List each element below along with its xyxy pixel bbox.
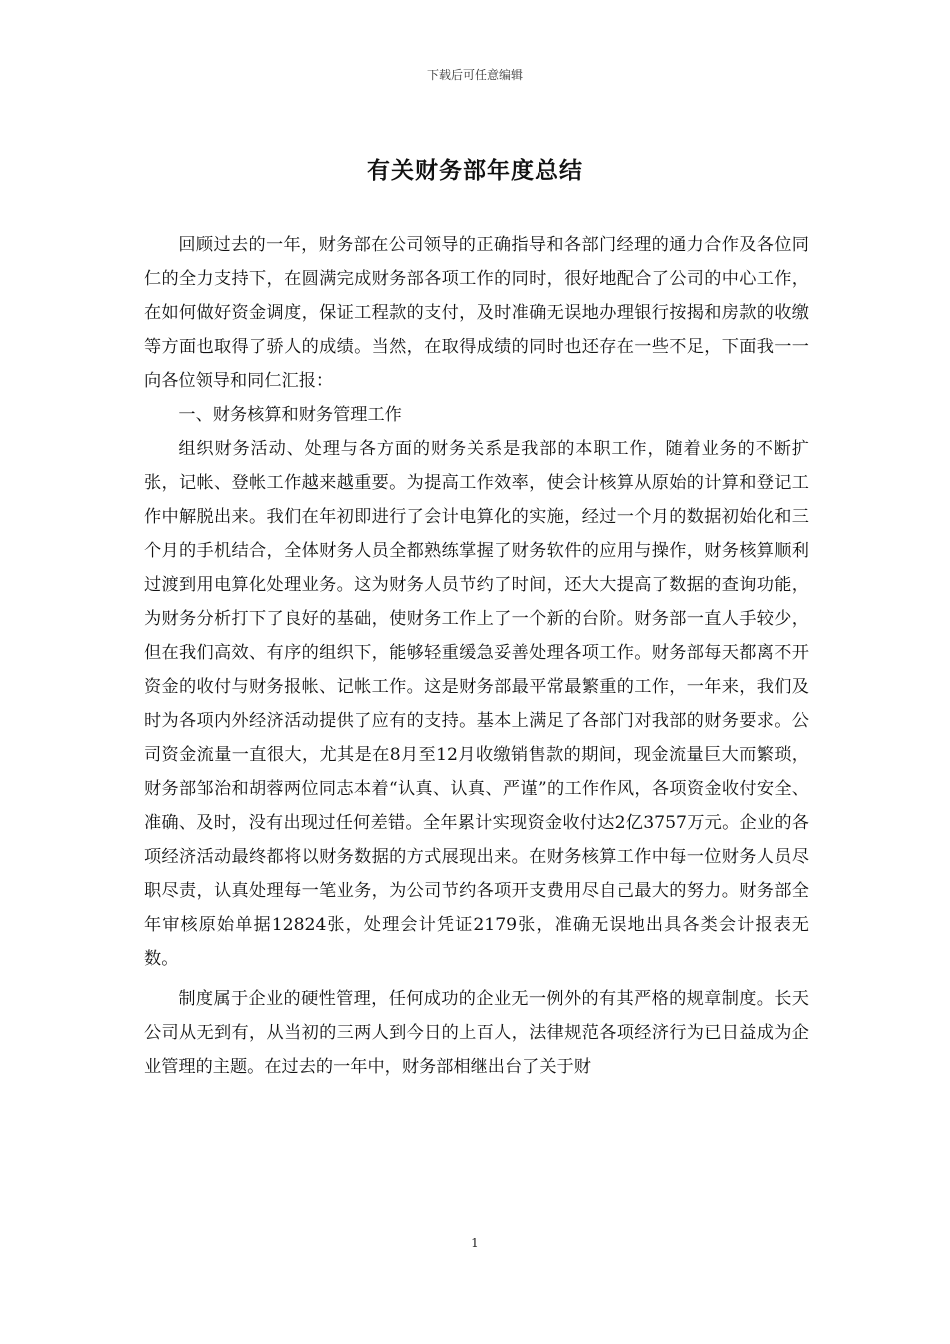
section-heading-1: 一、财务核算和财务管理工作 xyxy=(178,405,402,425)
page-number: 1 xyxy=(471,1236,479,1250)
document-body xyxy=(144,228,809,1084)
page-header-note: 下载后可任意编辑 xyxy=(426,68,523,82)
paragraph-accounting: 组织财务活动、处理与各方面的财务关系是我部的本职工作，随着业务的不断扩张，记帐、登帐工作越来越重要。为提高工作效率，使会计核算从原始的计算和登记工作中解脱出来。我们在年初即进行了会计电算化的实施，经过一个月的数据初始化和三个月的手机结合，全体财务人员全都熟练掌握了财务软件的应用与操作，财务核算顺利过渡到用电算化处理业务。这为财务人员节约了时间，还大大提高了数据的查询功能，为财务分析打下了良好的基础，使财务工作上了一个新的台阶。财务部一直人手较少，但在我们高效、有序的组织下，能够轻重缓急妥善处理各项工作。财务部每天都离不开资金的收付与财务报帐、记帐工作。这是财务部最平常最繁重的工作，一年来，我们及时为各项内外经济活动提供了应有的支持。基本上满足了各部门对我部的财务要求。公司资金流量一直很大，尤其是在8月至12月收缴销售款的期间，现金流量巨大而繁琐，财务部邹治和胡蓉两位同志本着“认真、认真、严谨”的工作作风，各项资金收付安全、准确、及时，没有出现过任何差错。全年累计实现资金收付达2亿3757万元。企业的各项经济活动最终都将以财务数据的方式展现出来。在财务核算工作中每一位财务人员尽职尽责，认真处理每一笔业务，为公司节约各项开支费用尽自己最大的努力。财务部全年审核原始单据12824张，处理会计凭证2179张，准确无误地出具各类会计报表无数。 xyxy=(144,439,809,969)
paragraph-intro: 回顾过去的一年，财务部在公司领导的正确指导和各部门经理的通力合作及各位同仁的全力支持下，在圆满完成财务部各项工作的同时，很好地配合了公司的中心工作，在如何做好资金调度，保证工程款的支付，及时准确无误地办理银行按揭和房款的收缴等方面也取得了骄人的成绩。当然，在取得成绩的同时也还存在一些不足，下面我一一向各位领导和同仁汇报： xyxy=(144,235,809,391)
document-title: 有关财务部年度总结 xyxy=(367,157,583,184)
paragraph-regulations: 制度属于企业的硬性管理，任何成功的企业无一例外的有其严格的规章制度。长天公司从无到有，从当初的三两人到今日的上百人，法律规范各项经济行为已日益成为企业管理的主题。在过去的一年中，财务部相继出台了关于财 xyxy=(144,989,809,1077)
